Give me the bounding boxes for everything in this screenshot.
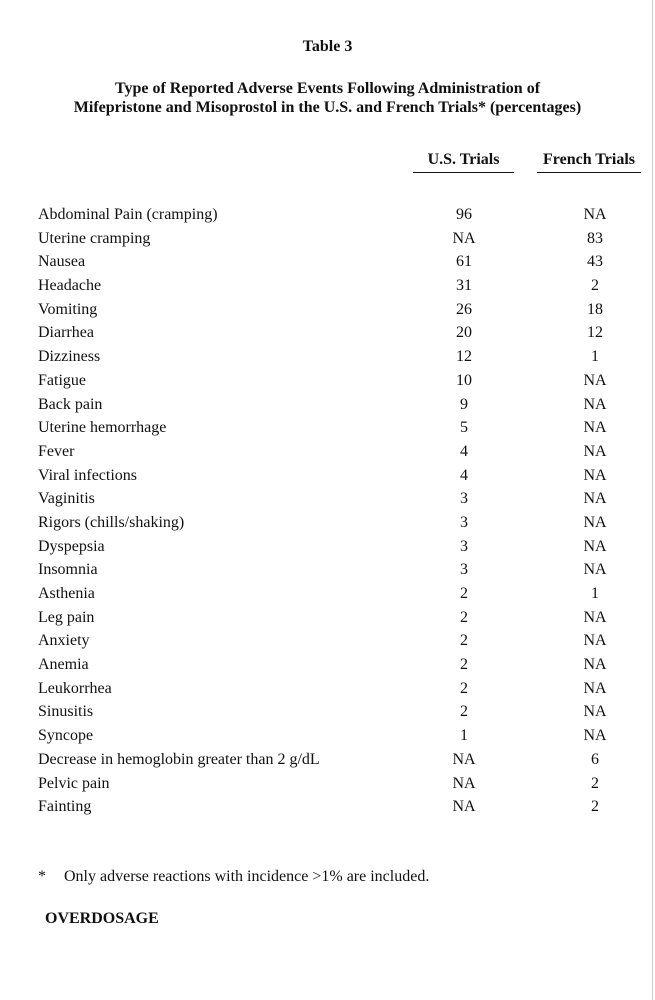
event-label: Fever bbox=[38, 442, 75, 460]
us-value: 31 bbox=[456, 277, 472, 295]
event-label: Vomiting bbox=[38, 300, 98, 318]
table-row bbox=[38, 772, 655, 796]
us-value: 61 bbox=[456, 253, 472, 271]
us-value: 20 bbox=[456, 324, 472, 342]
table-title: Table 3 bbox=[302, 38, 353, 55]
us-value: 3 bbox=[460, 513, 468, 531]
table-row bbox=[38, 345, 655, 369]
event-label: Insomnia bbox=[38, 561, 98, 579]
us-value: NA bbox=[452, 774, 476, 792]
french-value: NA bbox=[583, 727, 607, 745]
event-label: Sinusitis bbox=[38, 703, 94, 721]
event-label: Uterine cramping bbox=[38, 229, 151, 247]
french-value: NA bbox=[583, 537, 607, 555]
us-value: 3 bbox=[460, 561, 468, 579]
us-value: 9 bbox=[460, 395, 468, 413]
french-value: 18 bbox=[587, 300, 603, 318]
french-value: NA bbox=[583, 466, 607, 484]
table-row bbox=[38, 795, 655, 819]
us-value: 3 bbox=[460, 537, 468, 555]
table-row bbox=[38, 250, 655, 274]
table-subtitle bbox=[0, 79, 655, 117]
us-value: 3 bbox=[460, 490, 468, 508]
table-row bbox=[38, 464, 655, 488]
french-value: 1 bbox=[591, 585, 599, 602]
us-value: 2 bbox=[460, 632, 468, 650]
event-label: Back pain bbox=[38, 395, 103, 413]
us-value: 10 bbox=[456, 371, 472, 389]
table-row bbox=[38, 511, 655, 535]
table-row bbox=[38, 369, 655, 393]
event-label: Pelvic pain bbox=[38, 774, 110, 792]
french-value: NA bbox=[583, 703, 607, 721]
french-value: 43 bbox=[587, 253, 603, 271]
subtitle-line-1: Type of Reported Adverse Events Following Administration of bbox=[114, 80, 541, 97]
french-value: 2 bbox=[591, 774, 599, 792]
event-label: Dyspepsia bbox=[38, 537, 105, 555]
table-row bbox=[38, 487, 655, 511]
event-label: Syncope bbox=[38, 727, 94, 745]
french-value: NA bbox=[583, 679, 607, 697]
event-label: Anxiety bbox=[38, 632, 90, 650]
us-value: 5 bbox=[460, 419, 468, 437]
event-label: Nausea bbox=[38, 253, 86, 271]
event-label: Rigors (chills/shaking) bbox=[38, 513, 185, 531]
french-value: NA bbox=[583, 442, 607, 460]
footnote-marker: * bbox=[38, 868, 46, 885]
us-value: 4 bbox=[460, 466, 468, 484]
table-row bbox=[38, 393, 655, 417]
table-row bbox=[38, 416, 655, 440]
table-row bbox=[38, 298, 655, 322]
french-value: NA bbox=[583, 513, 607, 531]
us-value: 2 bbox=[460, 679, 468, 697]
french-value: 6 bbox=[591, 750, 599, 768]
table-row bbox=[38, 203, 655, 227]
table-row bbox=[38, 606, 655, 630]
event-label: Dizziness bbox=[38, 348, 101, 366]
event-label: Anemia bbox=[38, 656, 89, 674]
event-label: Decrease in hemoglobin greater than 2 g/dL bbox=[38, 750, 320, 768]
event-label: Viral infections bbox=[38, 466, 138, 484]
us-value: 2 bbox=[460, 608, 468, 626]
event-label: Fainting bbox=[38, 798, 92, 816]
table-row bbox=[38, 748, 655, 772]
french-value: 1 bbox=[591, 348, 599, 366]
us-value: 96 bbox=[456, 206, 472, 223]
table-row bbox=[38, 582, 655, 606]
event-label: Leukorrhea bbox=[38, 679, 112, 697]
table-row bbox=[38, 535, 655, 559]
us-value: 2 bbox=[460, 703, 468, 721]
french-value: NA bbox=[583, 490, 607, 508]
table-row bbox=[38, 321, 655, 345]
us-value: 2 bbox=[460, 656, 468, 674]
event-label: Uterine hemorrhage bbox=[38, 419, 167, 437]
table-row bbox=[38, 653, 655, 677]
event-label: Vaginitis bbox=[38, 490, 95, 508]
event-label: Asthenia bbox=[38, 585, 95, 602]
table-row bbox=[38, 629, 655, 653]
event-label: Diarrhea bbox=[38, 324, 94, 342]
column-header-french: French Trials bbox=[537, 151, 641, 173]
us-value: 26 bbox=[456, 300, 472, 318]
french-value: NA bbox=[583, 206, 607, 223]
french-value: NA bbox=[583, 656, 607, 674]
us-value: 4 bbox=[460, 442, 468, 460]
table-row bbox=[38, 558, 655, 582]
french-value: NA bbox=[583, 561, 607, 579]
table-body bbox=[38, 203, 655, 819]
event-label: Headache bbox=[38, 277, 102, 295]
french-value: 83 bbox=[587, 229, 603, 247]
french-value: 2 bbox=[591, 277, 599, 295]
event-label: Abdominal Pain (cramping) bbox=[38, 206, 218, 223]
column-header-us: U.S. Trials bbox=[413, 151, 514, 173]
us-value: NA bbox=[452, 798, 476, 816]
event-label: Leg pain bbox=[38, 608, 95, 626]
event-label: Fatigue bbox=[38, 371, 86, 389]
us-value: 2 bbox=[460, 585, 468, 602]
footnote bbox=[38, 868, 429, 886]
footnote-text: Only adverse reactions with incidence >1% are included. bbox=[64, 868, 430, 885]
table-row bbox=[38, 724, 655, 748]
subtitle-line-2: Mifepristone and Misoprostol in the U.S. and French Trials* (percentages) bbox=[73, 99, 582, 116]
us-value: NA bbox=[452, 750, 476, 768]
french-value: NA bbox=[583, 632, 607, 650]
french-value: NA bbox=[583, 608, 607, 626]
table-row bbox=[38, 440, 655, 464]
table-row bbox=[38, 274, 655, 298]
us-value: NA bbox=[452, 229, 476, 247]
french-value: 12 bbox=[587, 324, 603, 342]
french-value: NA bbox=[583, 419, 607, 437]
french-value: 2 bbox=[591, 798, 599, 816]
french-value: NA bbox=[583, 371, 607, 389]
us-value: 12 bbox=[456, 348, 472, 366]
table-row bbox=[38, 677, 655, 701]
table-row bbox=[38, 700, 655, 724]
us-value: 1 bbox=[460, 727, 468, 745]
french-value: NA bbox=[583, 395, 607, 413]
table-row bbox=[38, 227, 655, 251]
section-heading: OVERDOSAGE bbox=[45, 910, 159, 927]
